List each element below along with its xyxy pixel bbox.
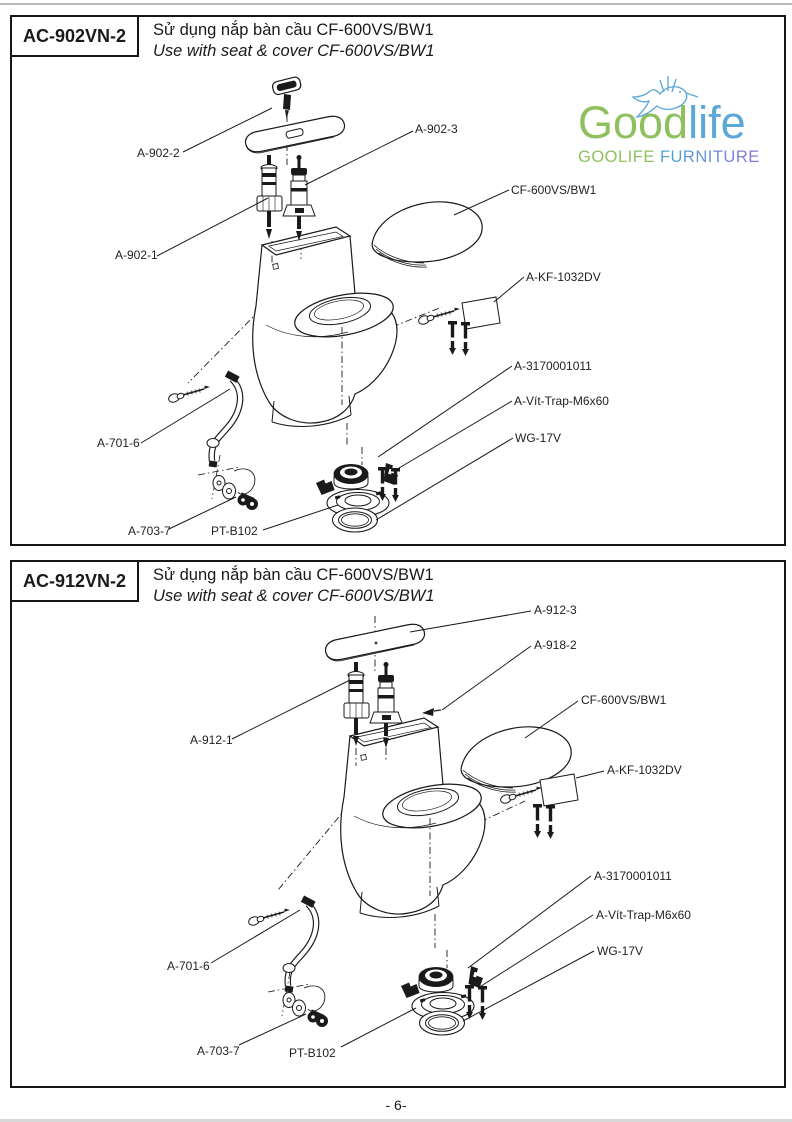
- part-label-a-703-7: A-703-7: [197, 1044, 240, 1058]
- part-label-a-701-6: A-701-6: [97, 436, 140, 450]
- part-label-a-vit-trap-m6x60: A-Vít-Trap-M6x60: [514, 394, 609, 408]
- part-label-a-918-2: A-918-2: [534, 638, 577, 652]
- valve-fittings: [268, 972, 328, 1027]
- seat-cover: [372, 202, 482, 267]
- seat-bolt-pair: [533, 804, 555, 839]
- exploded-diagram-ac-912vn-2: [10, 560, 786, 1088]
- toilet-body: [253, 227, 397, 426]
- model-badge: [10, 15, 139, 57]
- part-label-a-912-1: A-912-1: [190, 733, 233, 747]
- supply-screw: [247, 909, 290, 927]
- part-label-a-703-7: A-703-7: [128, 524, 171, 538]
- part-label-a-kf-1032dv: A-KF-1032DV: [607, 763, 682, 777]
- seat-bolt-plate: [540, 774, 578, 806]
- supply-hose: [207, 371, 240, 468]
- wax-ring: [333, 508, 378, 532]
- part-label-a-3170001011: A-3170001011: [594, 869, 672, 883]
- part-label-cf-600vs-bw1: CF-600VS/BW1: [581, 693, 667, 707]
- valve-fittings: [198, 455, 258, 510]
- subtitle-vietnamese: Sử dụng nắp bàn cầu CF-600VS/BW1: [153, 21, 434, 39]
- model-number: AC-912VN-2: [22, 570, 127, 591]
- logo-tagline: [578, 148, 784, 167]
- flush-button: [272, 76, 302, 119]
- part-label-a-701-6: A-701-6: [167, 959, 210, 973]
- part-label-a-kf-1032dv: A-KF-1032DV: [526, 270, 601, 284]
- outlet-flange: [316, 447, 398, 517]
- model-badge: [10, 560, 139, 602]
- page-number: - 6-: [385, 1097, 407, 1113]
- lid-pin-hole: [375, 642, 378, 645]
- subtitle-english: Use with seat & cover CF-600VS/BW1: [153, 587, 435, 605]
- tank-valves: [257, 155, 315, 241]
- logo-word-life: life: [688, 97, 746, 148]
- part-label-pt-b102: PT-B102: [289, 1046, 336, 1060]
- seat-screw: [499, 787, 542, 805]
- part-label-a-3170001011: A-3170001011: [514, 359, 592, 373]
- part-label-a-vit-trap-m6x60: A-Vít-Trap-M6x60: [596, 908, 691, 922]
- part-label-cf-600vs-bw1: CF-600VS/BW1: [511, 183, 597, 197]
- scan-edge-top: [0, 3, 792, 5]
- seat-bolt-pair: [448, 321, 470, 356]
- part-label-wg-17v: WG-17V: [597, 944, 644, 958]
- hummingbird-icon: [630, 70, 702, 122]
- part-label-a-902-2: A-902-2: [137, 146, 180, 160]
- wax-ring: [420, 1011, 465, 1035]
- part-label-a-912-3: A-912-3: [534, 603, 577, 617]
- logo-word-good: Good: [578, 97, 689, 148]
- toilet-body: [341, 718, 485, 917]
- cone-part: [422, 708, 441, 716]
- model-number: AC-902VN-2: [22, 25, 127, 46]
- subtitle-vietnamese: Sử dụng nắp bàn cầu CF-600VS/BW1: [153, 566, 434, 584]
- part-label-pt-b102: PT-B102: [211, 524, 258, 538]
- part-label-wg-17v: WG-17V: [515, 431, 562, 445]
- section-subtitle: [153, 20, 435, 62]
- supply-screw: [167, 386, 210, 404]
- part-label-a-902-1: A-902-1: [115, 248, 158, 262]
- section-subtitle: [153, 565, 435, 607]
- part-label-a-902-3: A-902-3: [415, 122, 458, 136]
- logo-tagline-goolife: GOOLIFE: [578, 148, 660, 166]
- subtitle-english: Use with seat & cover CF-600VS/BW1: [153, 42, 435, 60]
- logo-tagline-furniture: FURNITURE: [659, 148, 760, 166]
- goodlife-logo: [578, 72, 784, 167]
